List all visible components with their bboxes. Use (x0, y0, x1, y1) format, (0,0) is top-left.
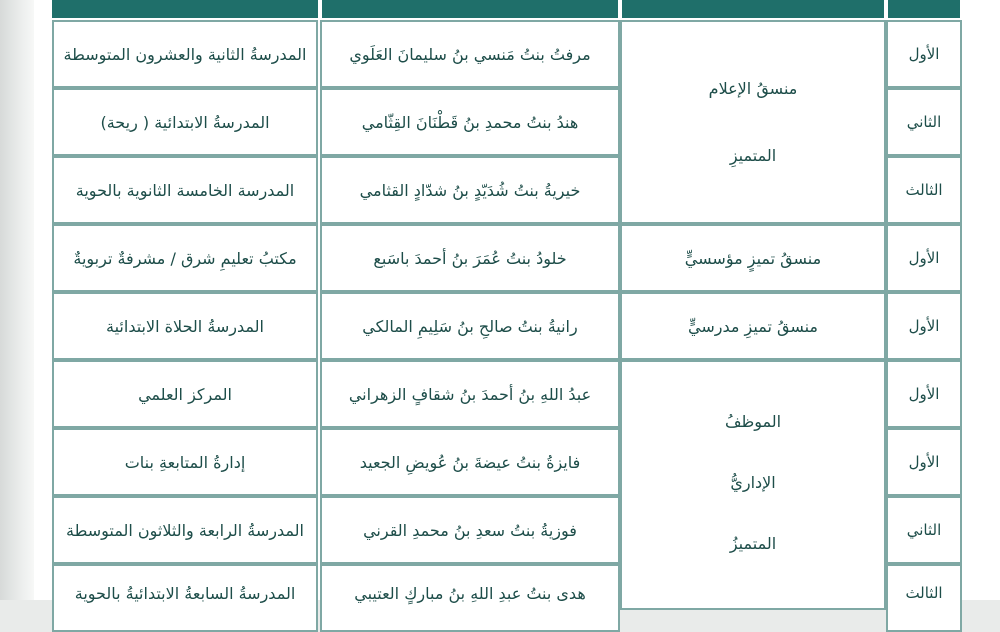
page-edge-shadow (0, 0, 34, 600)
table-cell-rank (886, 88, 962, 156)
rank-text: الأول (908, 249, 940, 267)
table-cell-school (52, 20, 318, 88)
table-header-bar (52, 0, 318, 18)
table-cell-name (320, 564, 620, 632)
table-cell-school (52, 496, 318, 564)
table-cell-name (320, 496, 620, 564)
school-text: المدرسةُ الحلاة الابتدائية (106, 316, 264, 336)
category-line: منسقُ الإعلام (708, 79, 798, 99)
category-line: منسقُ تميزٍ مؤسسيٍّ (684, 248, 822, 268)
table-header-bar (622, 0, 884, 18)
table-cell-rank (886, 224, 962, 292)
name-text: فوزيةُ بنتُ سعدِ بنُ محمدِ القرني (363, 520, 577, 540)
school-text: المدرسة الخامسة الثانوية بالحوية (75, 180, 295, 200)
table-header-bar (322, 0, 618, 18)
table-cell-category (620, 292, 886, 360)
table-cell-rank (886, 564, 962, 632)
table-cell-category (620, 360, 886, 610)
table-cell-school (52, 88, 318, 156)
table-cell-rank (886, 360, 962, 428)
rank-text: الأول (908, 453, 940, 471)
rank-text: الثاني (906, 113, 942, 131)
name-text: عبدُ اللهِ بنُ أحمدَ بنُ شقافٍ الزهراني (348, 384, 592, 404)
table-cell-school (52, 224, 318, 292)
table-cell-rank (886, 428, 962, 496)
table-cell-school (52, 564, 318, 632)
table-cell-rank (886, 496, 962, 564)
name-text: مرفتُ بنتُ مَنسي بنُ سليمانَ العَلَوي (349, 44, 591, 64)
category-line: منسقُ تميزِ مدرسيٍّ (688, 316, 818, 336)
name-text: فايزةُ بنتُ عيضةَ بنُ عُويضِ الجعيد (359, 452, 581, 472)
rank-text: الثاني (906, 521, 942, 539)
school-text: المركز العلمي (138, 384, 232, 404)
name-text: خيريةُ بنتُ شُدَيّدٍ بنُ شدّادٍ القثامي (359, 180, 581, 200)
table-cell-school (52, 428, 318, 496)
table-cell-school (52, 292, 318, 360)
rank-text: الثالث (905, 584, 943, 602)
school-text: المدرسةُ الرابعة والثلاثون المتوسطة (66, 520, 304, 540)
table-cell-category (620, 20, 886, 224)
school-text: المدرسةُ الثانية والعشرون المتوسطة (63, 44, 307, 64)
category-line: الإداريُّ (730, 473, 776, 492)
school-text: مكتبُ تعليمِ شرق / مشرفةٌ تربويةٌ (73, 248, 297, 268)
table-cell-rank (886, 156, 962, 224)
table-cell-name (320, 88, 620, 156)
rank-text: الثالث (905, 181, 943, 199)
table-cell-school (52, 156, 318, 224)
name-text: هندُ بنتُ محمدِ بنُ قَطْنَانَ القِثّامي (361, 112, 579, 132)
table-cell-name (320, 20, 620, 88)
category-line: المتميزُ (729, 534, 777, 553)
rank-text: الأول (908, 317, 940, 335)
name-text: رانيةُ بنتُ صالحِ بنُ سَلِيمِ المالكي (362, 316, 578, 336)
category-line: المتميزِ (729, 145, 777, 165)
table-cell-name (320, 428, 620, 496)
rank-text: الأول (908, 385, 940, 403)
school-text: إدارةُ المتابعةِ بنات (124, 452, 246, 472)
table-cell-name (320, 360, 620, 428)
name-text: خلودُ بنتُ عُمَرَ بنُ أحمدَ باسَبع (373, 248, 567, 268)
table-cell-rank (886, 292, 962, 360)
table-header-bar (888, 0, 960, 18)
table-cell-name (320, 292, 620, 360)
table-cell-name (320, 224, 620, 292)
category-line: الموظفُ (724, 412, 782, 431)
school-text: المدرسةُ الابتدائية ( ريحة) (100, 112, 270, 132)
name-text: هدى بنتُ عبدِ اللهِ بنُ مباركٍ العتيبي (354, 584, 586, 603)
table-cell-school (52, 360, 318, 428)
table-cell-name (320, 156, 620, 224)
table-cell-category (620, 224, 886, 292)
rank-text: الأول (908, 45, 940, 63)
school-text: المدرسةُ السابعةُ الابتدائيةُ بالحوية (74, 584, 296, 603)
table-cell-rank (886, 20, 962, 88)
